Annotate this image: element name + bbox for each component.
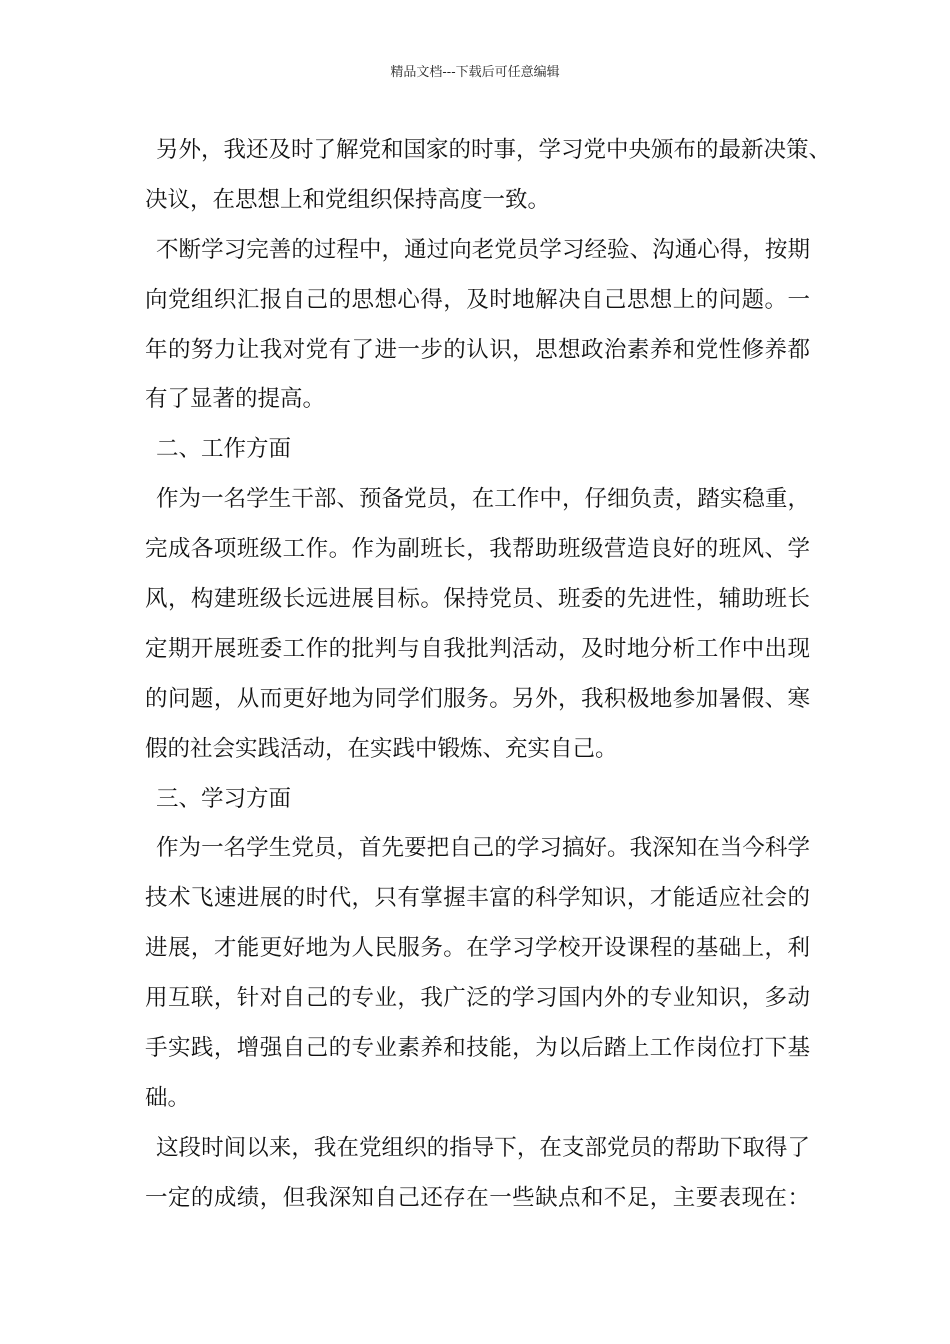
page-header: 精品文档---下载后可任意编辑 (390, 65, 560, 80)
text-line: 定期开展班委工作的批判与自我批判活动，及时地分析工作中出现 (145, 635, 810, 662)
text-line: 用互联，针对自己的专业，我广泛的学习国内外的专业知识，多动 (145, 985, 810, 1012)
document-body (145, 126, 832, 1224)
text-line: 的问题，从而更好地为同学们服务。另外，我积极地参加暑假、寒 (145, 685, 810, 712)
text-line: 进展，才能更好地为人民服务。在学习学校开设课程的基础上，利 (145, 935, 810, 962)
text-line: 向党组织汇报自己的思想心得，及时地解决自己思想上的问题。一 (145, 286, 810, 313)
text-line: 假的社会实践活动，在实践中锻炼、充实自己。 (145, 735, 618, 762)
text-line: 年的努力让我对党有了进一步的认识，思想政治素养和党性修养都 (145, 336, 810, 363)
text-line: 一定的成绩，但我深知自己还存在一些缺点和不足，主要表现在： (145, 1184, 810, 1211)
text-line: 另外，我还及时了解党和国家的时事，学习党中央颁布的最新决策、 (156, 137, 832, 163)
text-line: 技术飞速进展的时代，只有掌握丰富的科学知识，才能适应社会的 (145, 885, 810, 912)
text-line: 不断学习完善的过程中，通过向老党员学习经验、沟通心得，按期 (156, 236, 810, 263)
text-line: 手实践，增强自己的专业素养和技能，为以后踏上工作岗位打下基 (145, 1035, 810, 1062)
section-heading: 三、学习方面 (156, 785, 292, 812)
text-line: 作为一名学生党员，首先要把自己的学习搞好。我深知在当今科学 (156, 835, 810, 862)
text-line: 有了显著的提高。 (145, 386, 326, 413)
text-line: 作为一名学生干部、预备党员，在工作中，仔细负责，踏实稳重， (156, 486, 810, 513)
text-line: 础。 (145, 1084, 191, 1111)
text-line: 这段时间以来，我在党组织的指导下，在支部党员的帮助下取得了 (156, 1134, 810, 1161)
section-heading: 二、工作方面 (156, 436, 292, 463)
text-line: 风，构建班级长远进展目标。保持党员、班委的先进性，辅助班长 (145, 586, 810, 613)
text-line: 决议，在思想上和党组织保持高度一致。 (145, 186, 551, 213)
text-line: 完成各项班级工作。作为副班长，我帮助班级营造良好的班风、学 (145, 536, 810, 563)
